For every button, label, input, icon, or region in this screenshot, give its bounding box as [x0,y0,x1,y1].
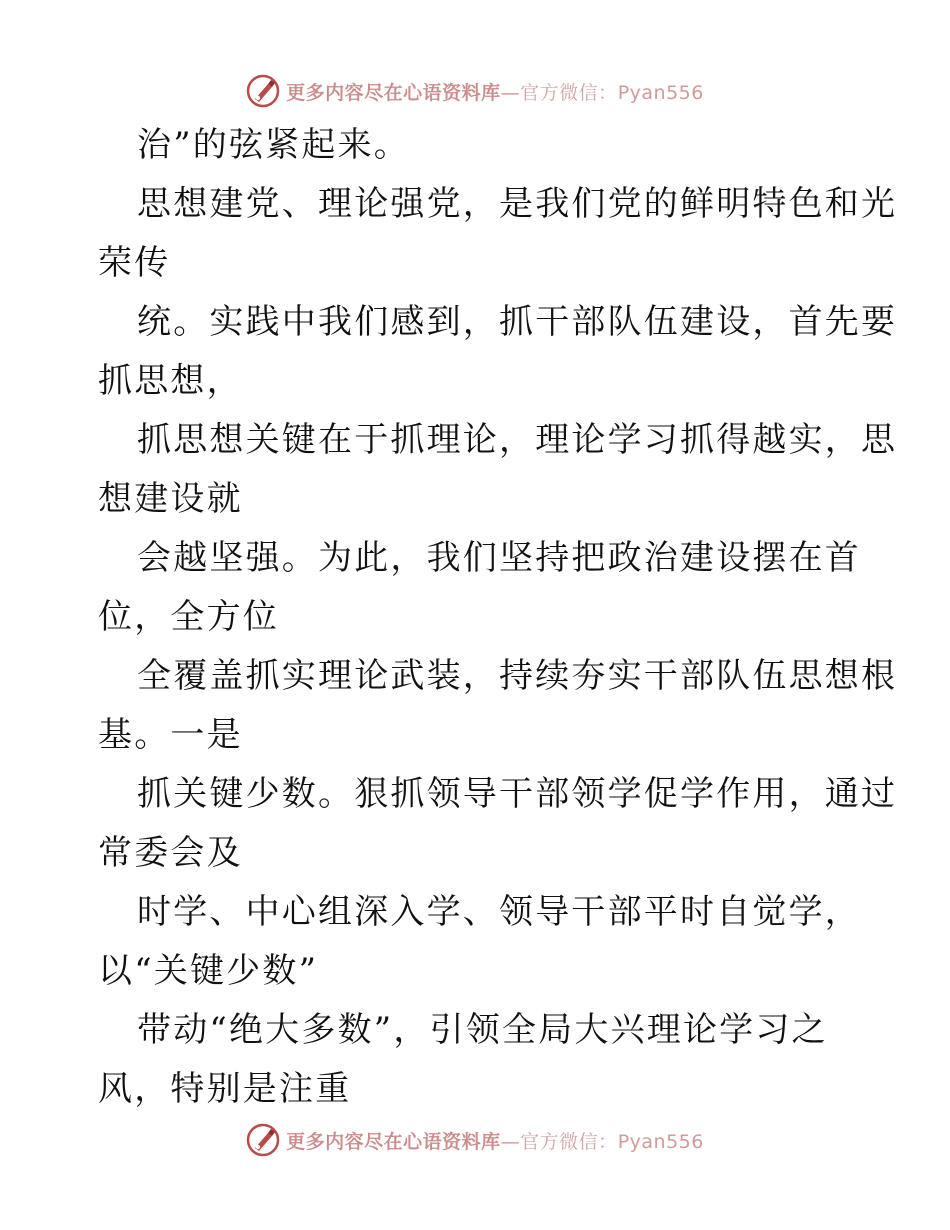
text-line: 风，特别是注重 [98,1069,352,1109]
text-line: 抓思想， [98,361,243,401]
text-line: 时学、中心组深入学、领导干部平时自觉学， [137,892,861,932]
text-line: 基。一是 [98,715,243,755]
watermark-side-text: 官方微信： [520,81,618,104]
text-line: 全覆盖抓实理论武装，持续夯实干部队伍思想根 [137,656,898,696]
watermark-dash: — [500,81,521,104]
text-line: 以“关键少数” [98,951,319,991]
text-line: 治”的弦紧起来。 [137,125,410,165]
text-line: 统。实践中我们感到，抓干部队伍建设，首先要 [137,302,898,342]
text-line: 会越坚强。为此，我们坚持把政治建设摆在首 [137,538,861,578]
text-line: 抓思想关键在于抓理论，理论学习抓得越实，思 [137,420,898,460]
text-line: 想建设就 [98,479,243,519]
watermark-wechat-id: Pyan556 [617,81,704,104]
watermark-main-text: 更多内容尽在心语资料库 [286,81,501,104]
footer-watermark [0,1120,950,1160]
watermark-wechat-id: Pyan556 [617,1130,704,1153]
text-line: 常委会及 [98,833,243,873]
pen-logo-icon [246,1123,280,1157]
text-line: 位，全方位 [98,597,279,637]
watermark-side-text: 官方微信： [520,1130,618,1153]
watermark-dash: — [500,1130,521,1153]
watermark-main-text: 更多内容尽在心语资料库 [286,1130,501,1153]
text-line: 带动“绝大多数”，引领全局大兴理论学习之 [137,1010,828,1050]
text-line: 思想建党、理论强党，是我们党的鲜明特色和光 [137,184,898,224]
text-line: 抓关键少数。狠抓领导干部领学促学作用，通过 [137,774,898,814]
text-line: 荣传 [98,243,171,283]
